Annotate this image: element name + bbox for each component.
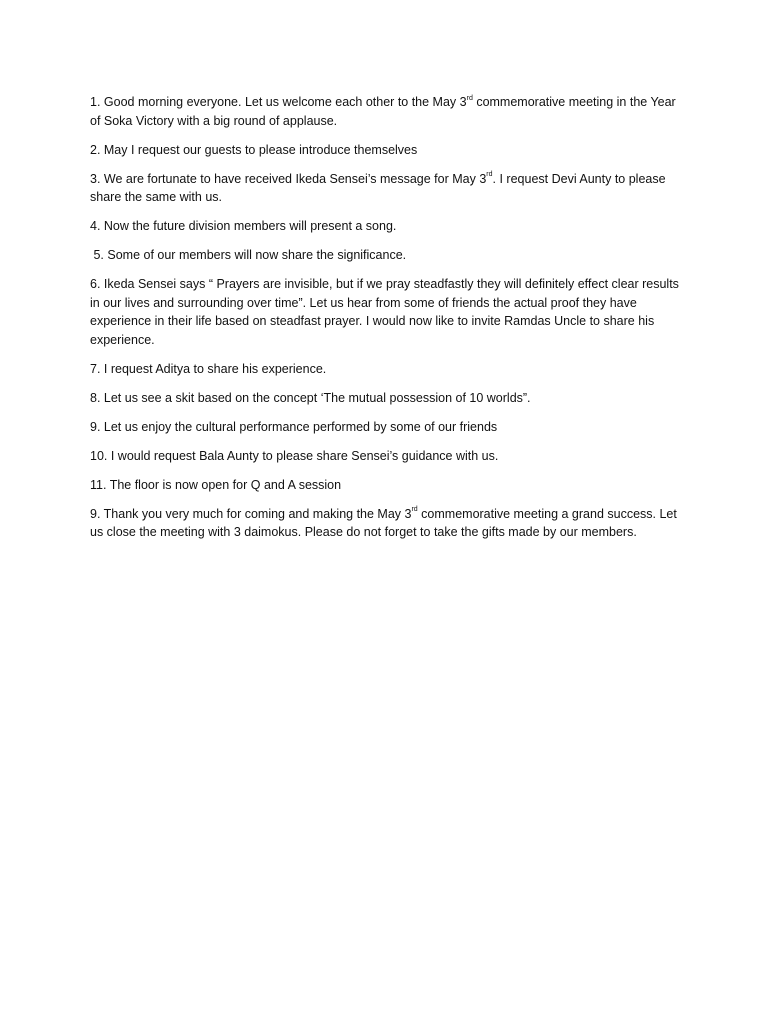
paragraph-8 [90, 389, 680, 408]
paragraph-text: 1. Good morning everyone. Let us welcome each other to the May 3 [90, 95, 467, 109]
paragraph-text-cont: commemorative meeting a grand success. Let us close the meeting with 3 daimokus. Please do not forget to take the gifts made by our members. [90, 506, 677, 539]
ordinal-suffix: rd [486, 171, 493, 179]
paragraph-5 [90, 246, 680, 265]
paragraph-12 [90, 505, 680, 542]
paragraph-4 [90, 217, 680, 236]
paragraph-11 [90, 476, 680, 495]
paragraph-text: 7. I request Aditya to share his experience. [90, 361, 327, 376]
paragraph-1 [90, 93, 680, 130]
ordinal-suffix: rd [466, 94, 473, 102]
paragraph-text: 9. Thank you very much for coming and making the May 3 [90, 506, 412, 521]
paragraph-text-cont: commemorative meeting in the Year of Soka Victory with a big round of applause. [90, 95, 676, 128]
document-page [90, 93, 680, 552]
ordinal-suffix: rd [411, 506, 418, 514]
paragraph-10 [90, 447, 680, 466]
paragraph-text: 5. Some of our members will now share the significance. [90, 248, 407, 262]
paragraph-text: 4. Now the future division members will present a song. [90, 219, 397, 233]
paragraph-text: 9. Let us enjoy the cultural performance performed by some of our friends [90, 419, 498, 434]
paragraph-text: 3. We are fortunate to have received Ikeda Sensei’s message for May 3 [90, 171, 487, 186]
paragraph-7 [90, 360, 680, 379]
paragraph-text: 10. I would request Bala Aunty to please share Sensei’s guidance with us. [90, 448, 499, 463]
paragraph-6 [90, 275, 680, 349]
paragraph-9 [90, 418, 680, 437]
paragraph-text: 6. Ikeda Sensei says “ Prayers are invisible, but if we pray steadfastly they will definitely effect clear results in our lives and surrounding over time”. Let us hear from some of friends the actual proof they have experience in their life based on steadfast prayer. I would now like to invite Ramdas Uncle to share his experience. [90, 277, 679, 347]
paragraph-text-cont: . I request Devi Aunty to please share the same with us. [90, 171, 666, 204]
paragraph-2 [90, 141, 680, 160]
paragraph-text: 11. The floor is now open for Q and A session [90, 477, 342, 492]
paragraph-text: 8. Let us see a skit based on the concept ‘The mutual possession of 10 worlds”. [90, 390, 531, 405]
paragraph-3 [90, 170, 680, 207]
paragraph-text: 2. May I request our guests to please introduce themselves [90, 142, 418, 157]
